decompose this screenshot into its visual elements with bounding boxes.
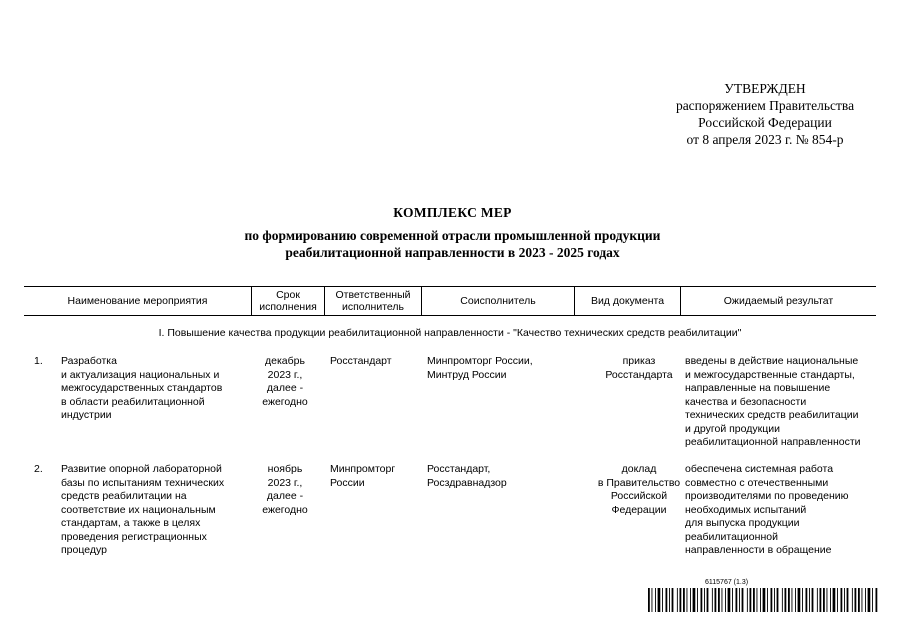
header-executor: Ответственный исполнитель — [335, 289, 411, 313]
row-number: 2. — [34, 463, 43, 475]
row-executor: Минпромторг России — [330, 463, 396, 489]
row-number: 1. — [34, 355, 43, 367]
subtitle-line-1: по формированию современной отрасли промышленной продукции — [244, 228, 661, 243]
row-coexecutor: Росстандарт, Росздравнадзор — [427, 463, 507, 489]
table-header-row — [24, 286, 876, 316]
row-name: Разработка и актуализация национальных и межгосударственных стандартов в области реабилитационной индустрии — [61, 355, 223, 421]
approval-line-3: от 8 апреля 2023 г. № 854-р — [686, 132, 844, 147]
document-subtitle — [0, 227, 905, 261]
approval-heading: УТВЕРЖДЕН — [724, 81, 806, 96]
row-doc-type: доклад в Правительство Российской Федерации — [597, 463, 681, 516]
measures-table-header — [24, 286, 876, 316]
header-term: Срок исполнения — [259, 289, 317, 313]
row-coexecutor: Минпромторг России, Минтруд России — [427, 355, 533, 381]
header-coexecutor: Соисполнитель — [460, 295, 536, 307]
header-result: Ожидаемый результат — [723, 295, 834, 307]
header-name: Наименование мероприятия — [67, 295, 208, 307]
approval-line-2: Российской Федерации — [698, 115, 832, 130]
document-title: КОМПЛЕКС МЕР — [393, 205, 512, 220]
row-term: ноябрь 2023 г., далее - ежегодно — [262, 463, 308, 516]
approval-line-1: распоряжением Правительства — [675, 98, 855, 113]
row-term: декабрь 2023 г., далее - ежегодно — [262, 355, 308, 408]
row-name: Развитие опорной лабораторной базы по испытаниям технических средств реабилитации на соответствие их национальным стандартам, а также в целях проведения регистрационных процедур — [61, 463, 225, 556]
header-doc-type: Вид документа — [590, 295, 665, 307]
approval-block — [640, 80, 890, 148]
row-executor: Росстандарт — [330, 355, 392, 367]
barcode-text: 6115767 (1.3) — [705, 579, 749, 586]
barcode-icon — [648, 588, 878, 612]
row-doc-type: приказ Росстандарта — [605, 355, 673, 381]
row-result: обеспечена системная работа совместно с отечественными производителями по проведению необходимых испытаний для выпуска продукции реабилитационной направленности в обращение — [685, 463, 849, 556]
row-result: введены в действие национальные и межгосударственные стандарты, направленные на повышение качества и безопасности технических средств реабилитации и другой продукции реабилитационной направленности — [685, 355, 861, 448]
section-title: I. Повышение качества продукции реабилитационной направленности - "Качество технических средств реабилитации" — [158, 327, 742, 339]
subtitle-line-2: реабилитационной направленности в 2023 - 2025 годах — [285, 245, 620, 260]
